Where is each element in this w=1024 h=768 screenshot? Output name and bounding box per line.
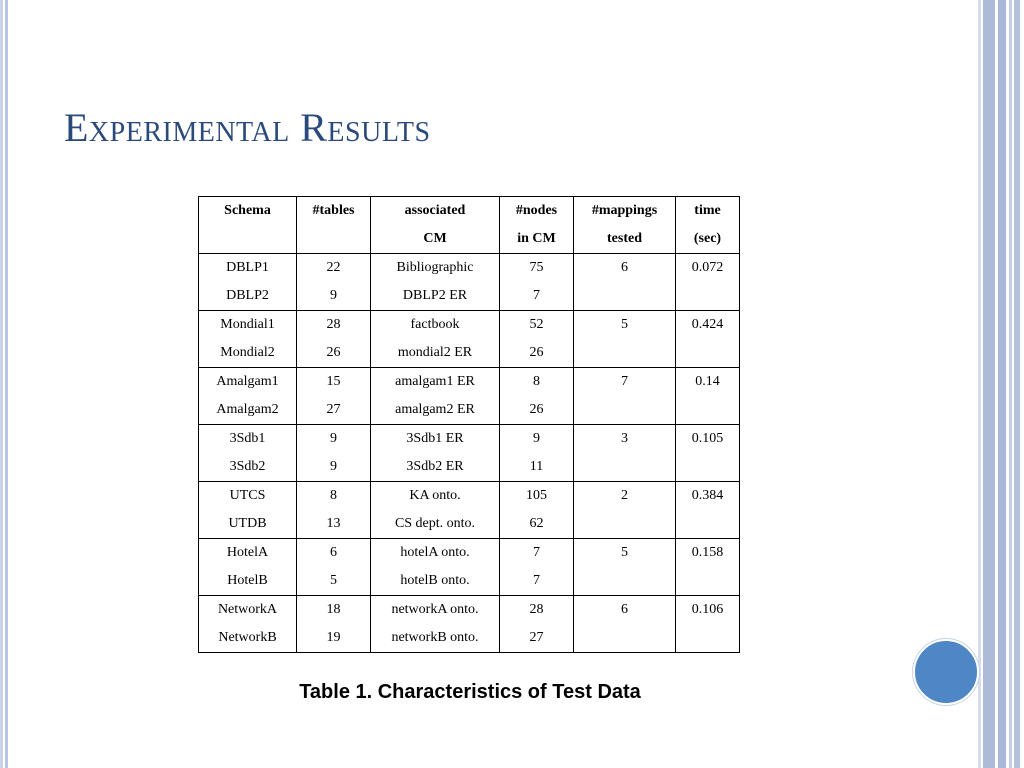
cell-cm: networkB onto. bbox=[371, 624, 500, 653]
decorative-circle bbox=[913, 639, 979, 705]
header-sec: (sec) bbox=[676, 225, 740, 254]
cell-tables: 9 bbox=[297, 425, 371, 454]
cell-nodes: 75 bbox=[500, 254, 574, 283]
cell-nodes: 11 bbox=[500, 453, 574, 482]
right-border-decoration bbox=[976, 0, 1024, 768]
cell-nodes: 26 bbox=[500, 339, 574, 368]
header-mappings: #mappings bbox=[574, 197, 676, 226]
cell-mappings: 7 bbox=[574, 368, 676, 425]
cell-nodes: 7 bbox=[500, 539, 574, 568]
header-tables: #tables bbox=[297, 197, 371, 226]
cell-schema: Amalgam2 bbox=[199, 396, 297, 425]
cell-tables: 15 bbox=[297, 368, 371, 397]
cell-cm: hotelA onto. bbox=[371, 539, 500, 568]
cell-time: 0.424 bbox=[676, 311, 740, 368]
test-data-table bbox=[198, 196, 740, 653]
cell-schema: Amalgam1 bbox=[199, 368, 297, 397]
table-header-row bbox=[199, 197, 740, 226]
cell-mappings: 6 bbox=[574, 596, 676, 653]
cell-cm: networkA onto. bbox=[371, 596, 500, 625]
left-border-decoration bbox=[0, 0, 10, 768]
cell-nodes: 7 bbox=[500, 567, 574, 596]
cell-nodes: 8 bbox=[500, 368, 574, 397]
cell-tables: 22 bbox=[297, 254, 371, 283]
cell-schema: DBLP2 bbox=[199, 282, 297, 311]
header-time: time bbox=[676, 197, 740, 226]
cell-nodes: 62 bbox=[500, 510, 574, 539]
cell-tables: 18 bbox=[297, 596, 371, 625]
cell-tables: 9 bbox=[297, 282, 371, 311]
cell-schema: HotelA bbox=[199, 539, 297, 568]
cell-schema: Mondial2 bbox=[199, 339, 297, 368]
header-nodes: #nodes bbox=[500, 197, 574, 226]
header-in-cm: in CM bbox=[500, 225, 574, 254]
cell-schema: UTCS bbox=[199, 482, 297, 511]
cell-cm: 3Sdb2 ER bbox=[371, 453, 500, 482]
cell-mappings: 3 bbox=[574, 425, 676, 482]
cell-cm: factbook bbox=[371, 311, 500, 340]
cell-nodes: 9 bbox=[500, 425, 574, 454]
header-schema-2 bbox=[199, 225, 297, 254]
header-schema: Schema bbox=[199, 197, 297, 226]
cell-nodes: 27 bbox=[500, 624, 574, 653]
table-row bbox=[199, 539, 740, 568]
cell-tables: 8 bbox=[297, 482, 371, 511]
header-associated: associated bbox=[371, 197, 500, 226]
cell-mappings: 2 bbox=[574, 482, 676, 539]
cell-schema: HotelB bbox=[199, 567, 297, 596]
cell-time: 0.384 bbox=[676, 482, 740, 539]
cell-tables: 26 bbox=[297, 339, 371, 368]
cell-time: 0.106 bbox=[676, 596, 740, 653]
cell-cm: amalgam1 ER bbox=[371, 368, 500, 397]
cell-time: 0.105 bbox=[676, 425, 740, 482]
cell-tables: 5 bbox=[297, 567, 371, 596]
cell-cm: Bibliographic bbox=[371, 254, 500, 283]
cell-cm: hotelB onto. bbox=[371, 567, 500, 596]
cell-schema: NetworkB bbox=[199, 624, 297, 653]
header-cm: CM bbox=[371, 225, 500, 254]
cell-cm: DBLP2 ER bbox=[371, 282, 500, 311]
cell-tables: 6 bbox=[297, 539, 371, 568]
cell-tables: 13 bbox=[297, 510, 371, 539]
cell-schema: 3Sdb1 bbox=[199, 425, 297, 454]
slide-title: Experimental Results bbox=[64, 105, 431, 150]
cell-time: 0.072 bbox=[676, 254, 740, 311]
header-tested: tested bbox=[574, 225, 676, 254]
cell-mappings: 6 bbox=[574, 254, 676, 311]
cell-cm: 3Sdb1 ER bbox=[371, 425, 500, 454]
cell-cm: CS dept. onto. bbox=[371, 510, 500, 539]
table-row bbox=[199, 254, 740, 283]
cell-mappings: 5 bbox=[574, 539, 676, 596]
cell-nodes: 26 bbox=[500, 396, 574, 425]
cell-tables: 9 bbox=[297, 453, 371, 482]
table-row bbox=[199, 596, 740, 625]
cell-cm: mondial2 ER bbox=[371, 339, 500, 368]
table-row bbox=[199, 368, 740, 397]
cell-time: 0.158 bbox=[676, 539, 740, 596]
cell-schema: Mondial1 bbox=[199, 311, 297, 340]
cell-cm: KA onto. bbox=[371, 482, 500, 511]
table-row bbox=[199, 425, 740, 454]
cell-schema: 3Sdb2 bbox=[199, 453, 297, 482]
table-row bbox=[199, 311, 740, 340]
cell-schema: UTDB bbox=[199, 510, 297, 539]
cell-schema: NetworkA bbox=[199, 596, 297, 625]
cell-nodes: 105 bbox=[500, 482, 574, 511]
header-tables-2 bbox=[297, 225, 371, 254]
cell-mappings: 5 bbox=[574, 311, 676, 368]
table-header-row bbox=[199, 225, 740, 254]
table-row bbox=[199, 482, 740, 511]
cell-nodes: 52 bbox=[500, 311, 574, 340]
cell-time: 0.14 bbox=[676, 368, 740, 425]
cell-tables: 27 bbox=[297, 396, 371, 425]
cell-tables: 19 bbox=[297, 624, 371, 653]
cell-nodes: 7 bbox=[500, 282, 574, 311]
table-caption: Table 1. Characteristics of Test Data bbox=[299, 681, 641, 703]
cell-schema: DBLP1 bbox=[199, 254, 297, 283]
cell-nodes: 28 bbox=[500, 596, 574, 625]
cell-cm: amalgam2 ER bbox=[371, 396, 500, 425]
cell-tables: 28 bbox=[297, 311, 371, 340]
